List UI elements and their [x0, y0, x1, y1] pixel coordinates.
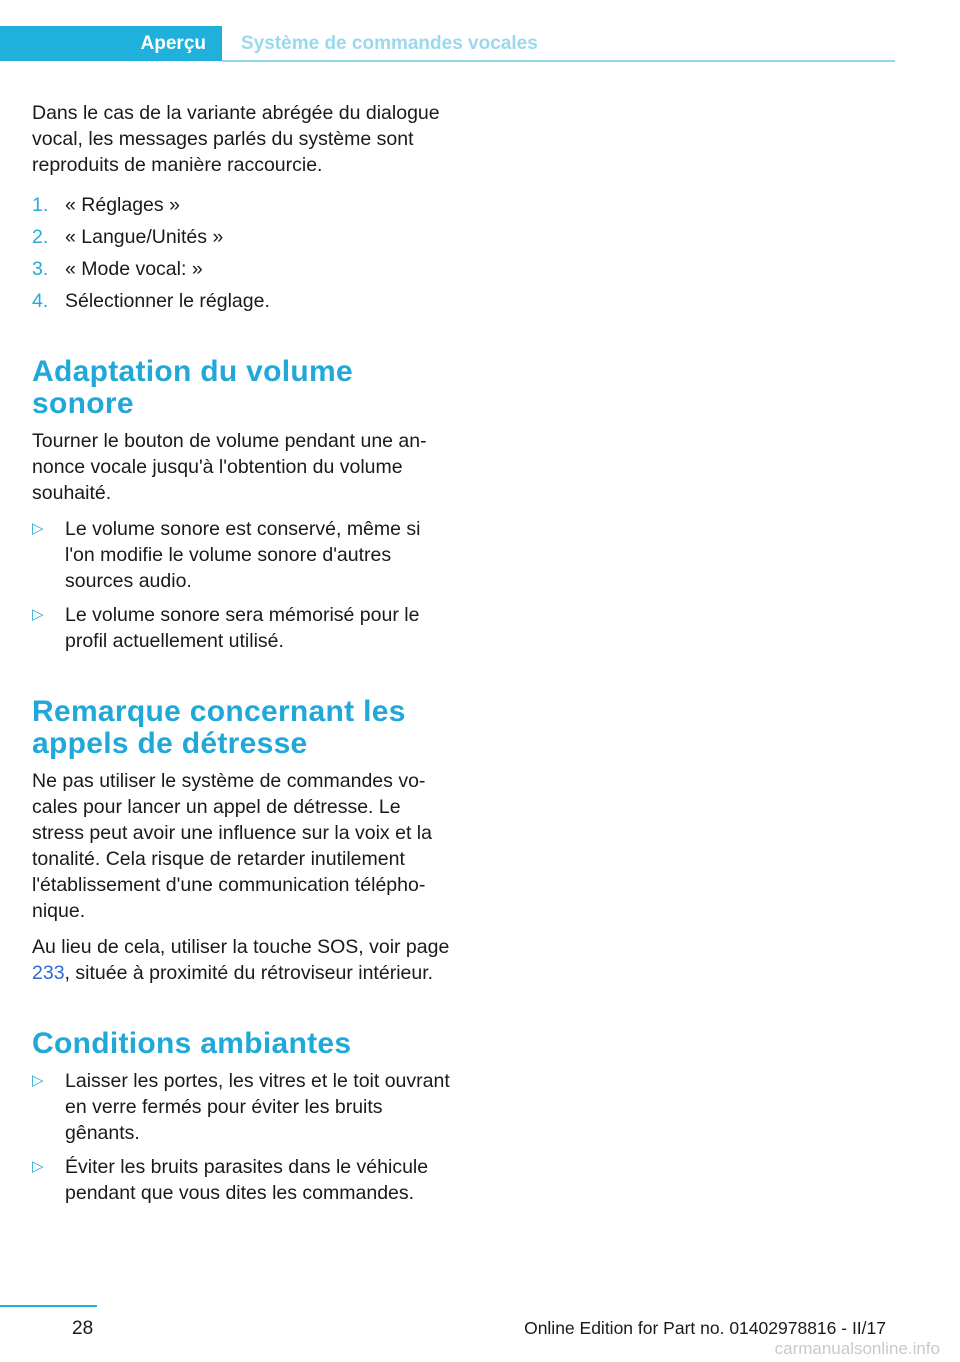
triangle-right-icon: ▷: [32, 1158, 44, 1175]
bullet-item: [32, 1154, 452, 1206]
triangle-right-icon: ▷: [32, 606, 44, 623]
step-item: [32, 256, 452, 282]
ambient-heading: Conditions ambiantes: [32, 1027, 352, 1060]
bullet-text: Le volume sonore est conservé, même si l'on modifie le volume sonore d'autres sources audio.: [65, 518, 421, 592]
footer-rule: [0, 1305, 97, 1307]
step-text: Sélectionner le réglage.: [65, 290, 270, 312]
step-text: « Langue/Unités »: [65, 226, 224, 248]
sos-paragraph: [32, 934, 452, 986]
emergency-paragraph: Ne pas utiliser le système de commandes vocales pour lancer un appel de détresse. Le stress peut avoir une influence sur la voix et la tonalité. Cela risque de retarder inutilement l'établissement d'une communication téléphonique.: [32, 770, 432, 922]
emergency-heading: Remarque concernant les appels de détresse: [32, 695, 406, 760]
bullet-item: [32, 602, 452, 654]
triangle-right-icon: ▷: [32, 520, 44, 537]
step-item: [32, 192, 452, 218]
ambient-bullets: [32, 1068, 452, 1206]
intro-paragraph: Dans le cas de la variante abrégée du dialogue vocal, les messages parlés du système sont reproduits de manière raccourcie.: [32, 102, 440, 176]
bullet-text: Éviter les bruits parasites dans le véhicule pendant que vous dites les commandes.: [65, 1156, 429, 1204]
step-number: 1.: [32, 194, 49, 216]
volume-bullets: [32, 516, 452, 654]
step-item: [32, 288, 452, 314]
steps-list: [32, 192, 452, 314]
volume-paragraph: Tourner le bouton de volume pendant une annonce vocale jusqu'à l'obtention du volume souhaité.: [32, 430, 427, 504]
header-rule: [222, 60, 895, 62]
step-number: 4.: [32, 290, 49, 312]
step-text: « Réglages »: [65, 194, 180, 216]
step-number: 2.: [32, 226, 49, 248]
bullet-item: [32, 1068, 452, 1146]
bullet-text: Le volume sonore sera mémorisé pour le profil actuellement utilisé.: [65, 604, 420, 652]
page-header: [0, 26, 895, 62]
page-number: 28: [72, 1318, 94, 1339]
triangle-right-icon: ▷: [32, 1072, 44, 1089]
volume-heading: Adaptation du volume sonore: [32, 355, 353, 420]
chapter-tab[interactable]: Aperçu: [0, 26, 222, 61]
step-text: « Mode vocal: »: [65, 258, 203, 280]
sos-text-after: , située à proximité du rétroviseur intérieur.: [64, 962, 434, 984]
section-title: Système de commandes vocales: [241, 33, 538, 54]
step-item: [32, 224, 452, 250]
step-number: 3.: [32, 258, 49, 280]
watermark: carmanualsonline.info: [774, 1339, 940, 1358]
content-column: [32, 100, 452, 1214]
sos-text-before: Au lieu de cela, utiliser la touche SOS, voir page: [32, 936, 450, 958]
bullet-item: [32, 516, 452, 594]
bullet-text: Laisser les portes, les vitres et le toit ouvrant en verre fermés pour éviter les bruits gênants.: [65, 1070, 450, 1144]
edition-note: Online Edition for Part no. 01402978816 - II/17: [524, 1318, 886, 1338]
page-link[interactable]: 233: [32, 962, 65, 984]
